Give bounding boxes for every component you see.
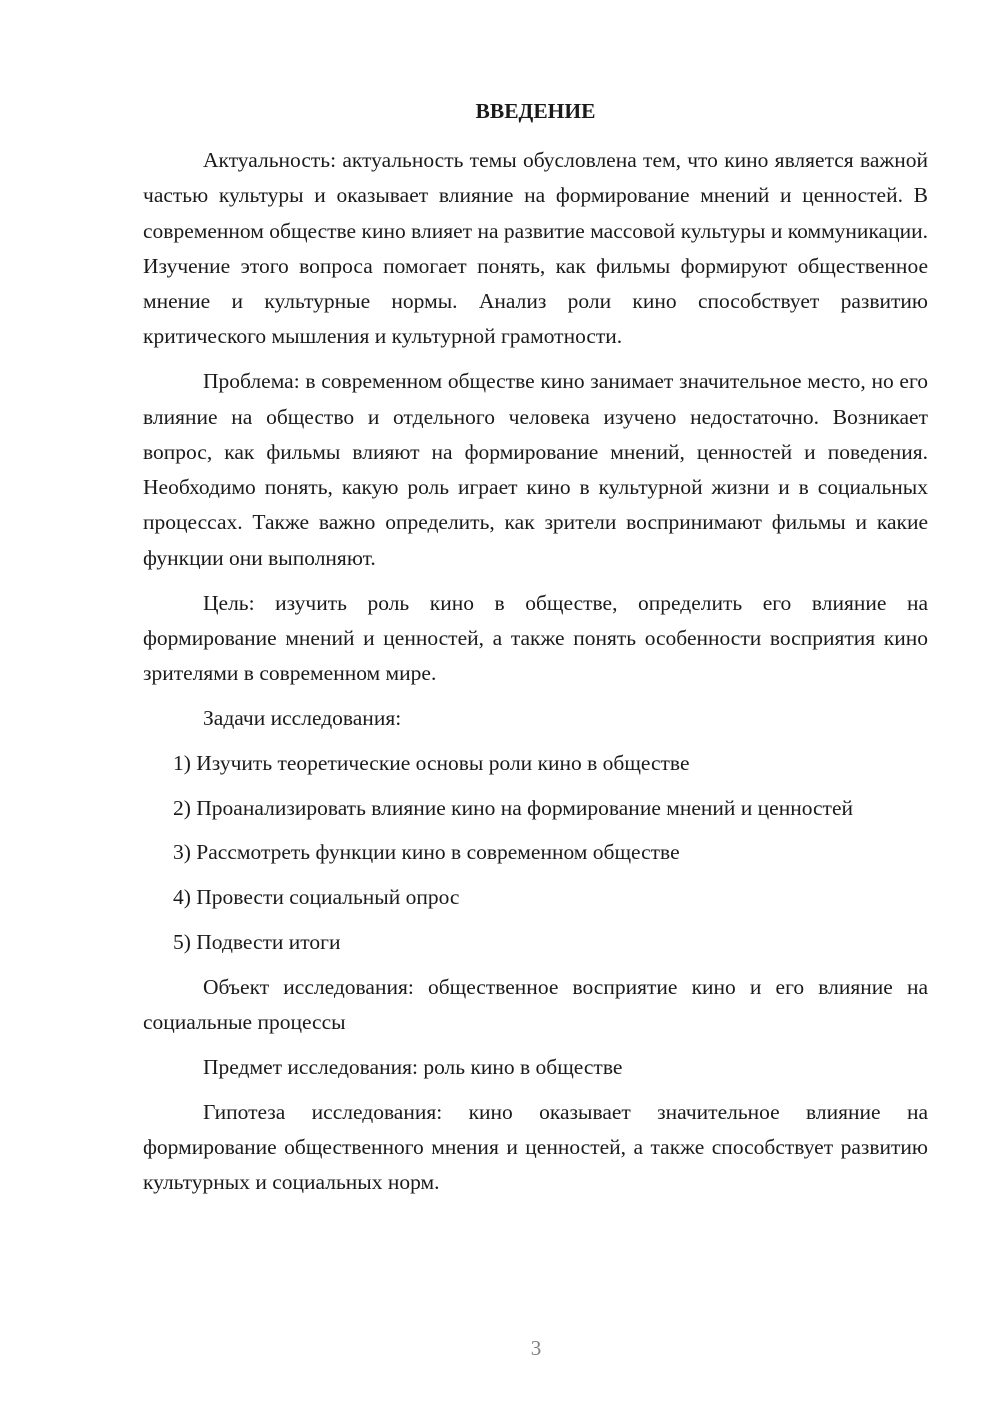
paragraph-goal: Цель: изучить роль кино в обществе, определить его влияние на формирование мнений и ценностей, а также понять особенности восприятия кино зрителями в современном мире. bbox=[143, 590, 928, 686]
paragraph-problem: Проблема: в современном обществе кино занимает значительное место, но его влияние на общество и отдельного человека изучено недостаточно. Возникает вопрос, как фильмы влияют на формирование мнений, ценностей и поведения. Необходимо понять, какую роль играет кино в культурной жизни и в социальных процессах. Также важно определить, как зрители воспринимают фильмы и какие функции они выполняют. bbox=[143, 369, 928, 570]
paragraph-hypothesis: Гипотеза исследования: кино оказывает значительное влияние на формирование общественного мнения и ценностей, а также способствует развитию культурных и социальных норм. bbox=[143, 1099, 928, 1195]
page-number: 3 bbox=[530, 1336, 542, 1360]
paragraph-subject: Предмет исследования: роль кино в обществе bbox=[203, 1054, 623, 1079]
paragraph-object: Объект исследования: общественное восприятие кино и его влияние на социальные процессы bbox=[143, 974, 928, 1035]
task-item: 2) Проанализировать влияние кино на формирование мнений и ценностей bbox=[173, 795, 854, 820]
paragraph-tasks-heading: Задачи исследования: bbox=[203, 705, 402, 730]
task-item: 1) Изучить теоретические основы роли кино в обществе bbox=[173, 750, 690, 775]
task-item: 5) Подвести итоги bbox=[173, 929, 341, 954]
task-item: 3) Рассмотреть функции кино в современном обществе bbox=[173, 840, 680, 865]
document-body bbox=[143, 143, 928, 1210]
paragraph-relevance: Актуальность: актуальность темы обусловлена тем, что кино является важной частью культуры и оказывает влияние на формирование мнений и ценностей. В современном обществе кино влияет на развитие массовой культуры и коммуникации. Изучение этого вопроса помогает понять, как фильмы формируют общественное мнение и культурные нормы. Анализ роли кино способствует развитию критического мышления и культурной грамотности. bbox=[143, 148, 928, 349]
task-item: 4) Провести социальный опрос bbox=[173, 885, 460, 910]
section-title: ВВЕДЕНИЕ bbox=[475, 99, 596, 123]
